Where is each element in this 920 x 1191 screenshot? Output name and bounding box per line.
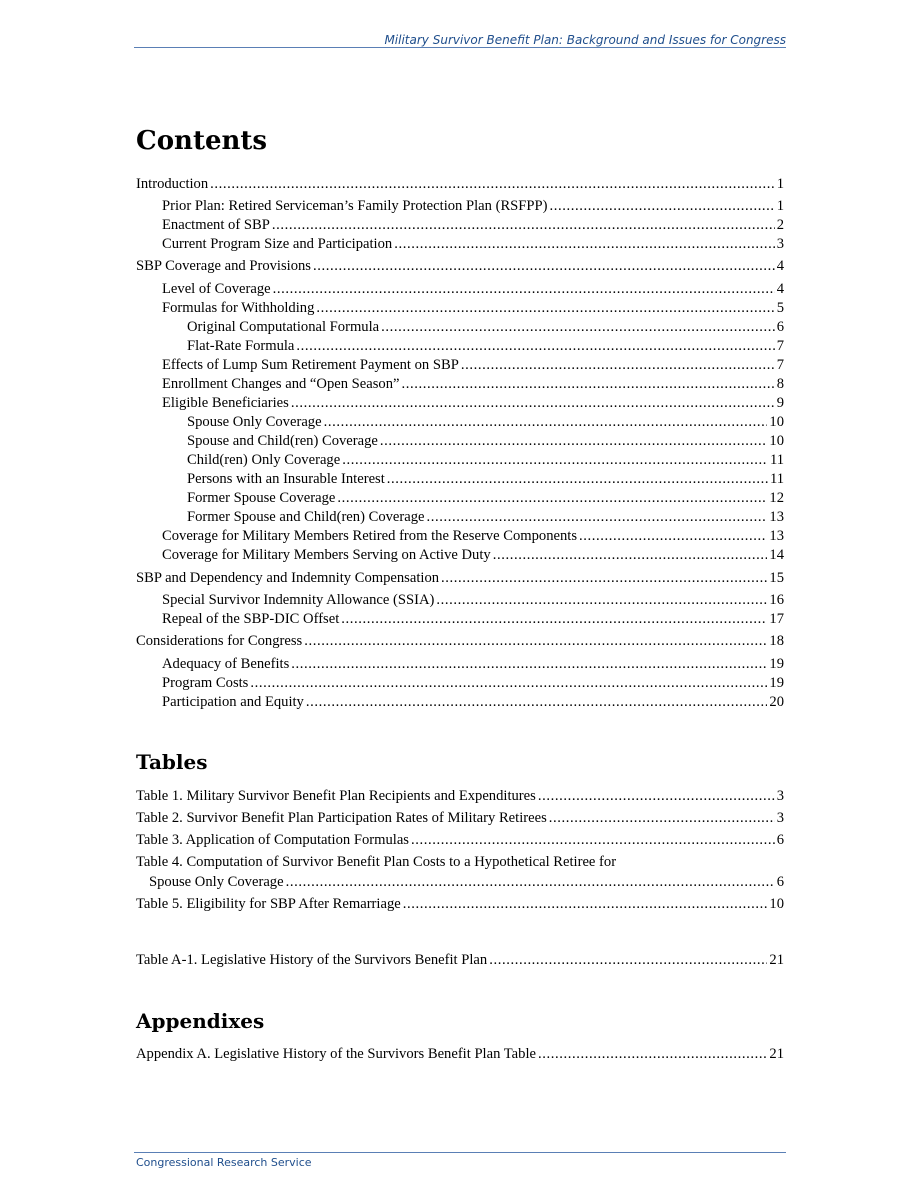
appendixes-heading: Appendixes	[136, 1009, 265, 1033]
table-entry-a1[interactable]	[136, 951, 784, 969]
table-entry-4-line1[interactable]: Table 4. Computation of Survivor Benefit Plan Costs to a Hypothetical Retiree for	[136, 854, 617, 870]
dot-leader	[411, 831, 775, 849]
dot-leader	[273, 280, 775, 298]
toc-entry-page: 19	[769, 675, 784, 691]
toc-entry-flat-rate[interactable]	[187, 337, 784, 355]
toc-entry-page: 19	[769, 656, 784, 672]
dot-leader	[313, 257, 775, 275]
toc-entry-page: 16	[769, 592, 784, 608]
table-entry-3[interactable]	[136, 831, 784, 849]
toc-entry-considerations[interactable]	[136, 632, 784, 650]
table-entry-title: Table A-1. Legislative History of the Survivors Benefit Plan	[136, 952, 488, 968]
toc-entry-page: 11	[769, 471, 784, 487]
toc-entry-program-size[interactable]	[162, 235, 784, 253]
dot-leader	[549, 809, 775, 827]
dot-leader	[579, 527, 767, 545]
dot-leader	[380, 432, 768, 450]
table-entry-page: 21	[769, 952, 784, 968]
toc-entry-former-spouse-children[interactable]	[187, 508, 784, 526]
toc-entry-title: Enactment of SBP	[162, 217, 270, 233]
toc-entry-title: Considerations for Congress	[136, 633, 303, 649]
toc-entry-page: 13	[769, 509, 784, 525]
footer-rule	[134, 1152, 786, 1153]
toc-entry-beneficiaries[interactable]	[162, 394, 784, 412]
table-entry-4-line2[interactable]	[149, 873, 784, 891]
dot-leader	[342, 451, 768, 469]
toc-entry-sbp-coverage[interactable]	[136, 257, 784, 275]
toc-entry-page: 5	[776, 300, 784, 316]
dot-leader	[381, 318, 775, 336]
appendix-entry-title: Appendix A. Legislative History of the Survivors Benefit Plan Table	[136, 1046, 536, 1062]
toc-entry-page: 7	[776, 357, 784, 373]
toc-entry-title: SBP and Dependency and Indemnity Compensation	[136, 570, 440, 586]
toc-entry-level-of-coverage[interactable]	[162, 280, 784, 298]
toc-entry-formulas[interactable]	[162, 299, 784, 317]
toc-entry-spouse-only[interactable]	[187, 413, 784, 431]
toc-entry-page: 1	[776, 176, 784, 192]
toc-entry-title: Former Spouse and Child(ren) Coverage	[187, 509, 425, 525]
toc-entry-page: 10	[769, 414, 784, 430]
table-entry-2[interactable]	[136, 809, 784, 827]
toc-entry-title: Special Survivor Indemnity Allowance (SSIA)	[162, 592, 435, 608]
toc-entry-title: SBP Coverage and Provisions	[136, 258, 311, 274]
dot-leader	[316, 299, 774, 317]
toc-entry-repeal-offset[interactable]	[162, 610, 784, 628]
toc-entry-title: Spouse Only Coverage	[187, 414, 322, 430]
toc-entry-page: 9	[776, 395, 784, 411]
toc-entry-page: 3	[776, 236, 784, 252]
toc-entry-title: Adequacy of Benefits	[162, 656, 290, 672]
dot-leader	[441, 569, 767, 587]
toc-entry-title: Coverage for Military Members Serving on Active Duty	[162, 547, 491, 563]
toc-entry-ssia[interactable]	[162, 591, 784, 609]
dot-leader	[402, 375, 775, 393]
toc-entry-page: 15	[769, 570, 784, 586]
toc-entry-title: Repeal of the SBP-DIC Offset	[162, 611, 340, 627]
toc-entry-sbp-dic[interactable]	[136, 569, 784, 587]
tables-heading: Tables	[136, 750, 208, 774]
toc-entry-page: 8	[776, 376, 784, 392]
table-entry-1[interactable]	[136, 787, 784, 805]
dot-leader	[291, 394, 775, 412]
toc-entry-page: 17	[769, 611, 784, 627]
toc-entry-page: 12	[769, 490, 784, 506]
toc-entry-page: 4	[776, 258, 784, 274]
appendix-entry-a[interactable]	[136, 1045, 784, 1063]
toc-entry-page: 11	[769, 452, 784, 468]
dot-leader	[304, 632, 767, 650]
table-entry-title: Spouse Only Coverage	[149, 874, 284, 890]
dot-leader	[387, 470, 768, 488]
toc-entry-spouse-children[interactable]	[187, 432, 784, 450]
toc-entry-title: Prior Plan: Retired Serviceman’s Family Protection Plan (RSFPP)	[162, 198, 548, 214]
dot-leader	[403, 895, 768, 913]
toc-entry-page: 20	[769, 694, 784, 710]
dot-leader	[291, 655, 767, 673]
toc-entry-prior-plan[interactable]	[162, 197, 784, 215]
table-entry-page: 6	[776, 832, 784, 848]
toc-entry-children-only[interactable]	[187, 451, 784, 469]
toc-entry-page: 13	[769, 528, 784, 544]
dot-leader	[272, 216, 775, 234]
dot-leader	[493, 546, 768, 564]
dot-leader	[337, 489, 767, 507]
toc-entry-title: Enrollment Changes and “Open Season”	[162, 376, 400, 392]
toc-entry-title: Flat-Rate Formula	[187, 338, 295, 354]
header-rule	[134, 47, 786, 48]
toc-entry-title: Persons with an Insurable Interest	[187, 471, 385, 487]
dot-leader	[427, 508, 768, 526]
table-entry-title: Table 2. Survivor Benefit Plan Participation Rates of Military Retirees	[136, 810, 547, 826]
toc-entry-page: 14	[769, 547, 784, 563]
toc-entry-title: Coverage for Military Members Retired from the Reserve Components	[162, 528, 578, 544]
toc-entry-title: Formulas for Withholding	[162, 300, 315, 316]
toc-entry-former-spouse[interactable]	[187, 489, 784, 507]
table-entry-page: 10	[769, 896, 784, 912]
table-entry-page: 6	[776, 874, 784, 890]
dot-leader	[296, 337, 774, 355]
toc-entry-active-duty[interactable]	[162, 546, 784, 564]
table-entry-title: Table 1. Military Survivor Benefit Plan Recipients and Expenditures	[136, 788, 536, 804]
table-entry-5[interactable]	[136, 895, 784, 913]
toc-entry-page: 6	[776, 319, 784, 335]
toc-entry-introduction[interactable]	[136, 175, 784, 193]
dot-leader	[538, 787, 775, 805]
toc-entry-lump-sum[interactable]	[162, 356, 784, 374]
toc-entry-page: 10	[769, 433, 784, 449]
toc-entry-title: Former Spouse Coverage	[187, 490, 336, 506]
toc-entry-participation[interactable]	[162, 693, 784, 711]
toc-entry-page: 7	[776, 338, 784, 354]
toc-entry-title: Eligible Beneficiaries	[162, 395, 289, 411]
appendix-entry-page: 21	[769, 1046, 784, 1062]
table-entry-page: 3	[776, 810, 784, 826]
toc-entry-adequacy[interactable]	[162, 655, 784, 673]
toc-entry-title: Program Costs	[162, 675, 249, 691]
toc-entry-original-formula[interactable]	[187, 318, 784, 336]
footer-organization: Congressional Research Service	[136, 1156, 312, 1169]
table-entry-page: 3	[776, 788, 784, 804]
dot-leader	[461, 356, 775, 374]
dot-leader	[538, 1045, 767, 1063]
table-entry-title: Table 3. Application of Computation Formulas	[136, 832, 409, 848]
toc-entry-title: Participation and Equity	[162, 694, 304, 710]
running-header: Military Survivor Benefit Plan: Background and Issues for Congress	[384, 33, 786, 47]
toc-entry-title: Original Computational Formula	[187, 319, 380, 335]
dot-leader	[324, 413, 768, 431]
dot-leader	[341, 610, 767, 628]
toc-entry-page: 1	[776, 198, 784, 214]
table-entry-title: Table 5. Eligibility for SBP After Remarriage	[136, 896, 401, 912]
toc-entry-title: Level of Coverage	[162, 281, 271, 297]
dot-leader	[210, 175, 775, 193]
toc-entry-page: 18	[769, 633, 784, 649]
toc-entry-title: Effects of Lump Sum Retirement Payment on SBP	[162, 357, 459, 373]
toc-entry-program-costs[interactable]	[162, 674, 784, 692]
dot-leader	[306, 693, 768, 711]
toc-entry-insurable-interest[interactable]	[187, 470, 784, 488]
toc-entry-page: 2	[776, 217, 784, 233]
toc-entry-title: Child(ren) Only Coverage	[187, 452, 341, 468]
dot-leader	[250, 674, 767, 692]
toc-entry-page: 4	[776, 281, 784, 297]
dot-leader	[489, 951, 767, 969]
toc-entry-title: Introduction	[136, 176, 209, 192]
toc-entry-enrollment[interactable]	[162, 375, 784, 393]
dot-leader	[394, 235, 775, 253]
toc-entry-reserve-components[interactable]	[162, 527, 784, 545]
dot-leader	[286, 873, 775, 891]
dot-leader	[436, 591, 767, 609]
toc-entry-title: Current Program Size and Participation	[162, 236, 393, 252]
dot-leader	[550, 197, 775, 215]
toc-entry-title: Spouse and Child(ren) Coverage	[187, 433, 378, 449]
toc-entry-enactment[interactable]	[162, 216, 784, 234]
contents-heading: Contents	[136, 126, 268, 156]
